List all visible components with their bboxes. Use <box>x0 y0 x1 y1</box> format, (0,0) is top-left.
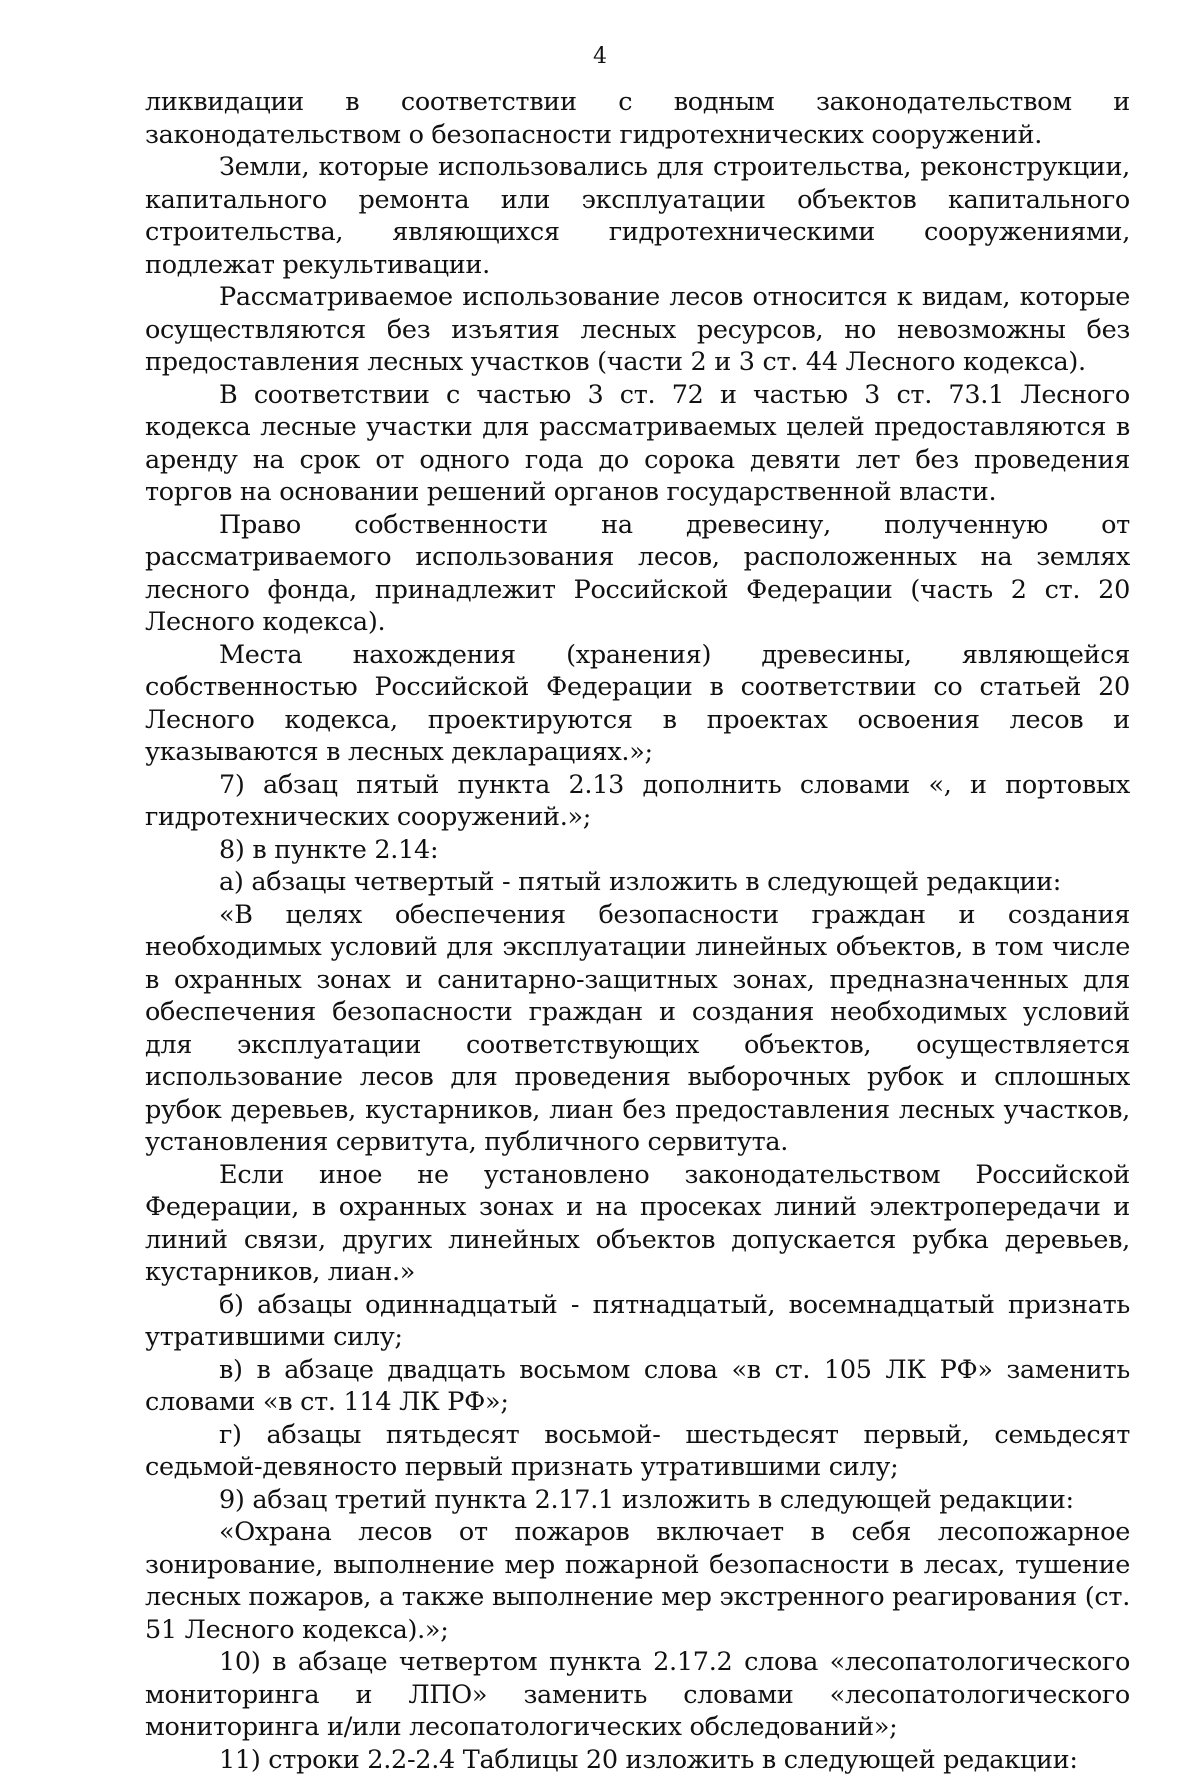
paragraph: Право собственности на древесину, полученную от рассматриваемого использования лесов, расположенных на землях лесного фонда, принадлежит Российской Федерации (часть 2 ст. 20 Лесного кодекса). <box>145 509 1130 639</box>
page-number: 4 <box>0 44 1200 70</box>
paragraph: в) в абзаце двадцать восьмом слова «в ст. 105 ЛК РФ» заменить словами «в ст. 114 ЛК РФ»; <box>145 1354 1130 1419</box>
document-body <box>145 86 1130 1776</box>
paragraph: 9) абзац третий пункта 2.17.1 изложить в следующей редакции: <box>145 1484 1130 1517</box>
paragraph: Если иное не установлено законодательством Российской Федерации, в охранных зонах и на просеках линий электропередачи и линий связи, других линейных объектов допускается рубка деревьев, кустарников, лиан.» <box>145 1159 1130 1289</box>
paragraph: 10) в абзаце четвертом пункта 2.17.2 слова «лесопатологического мониторинга и ЛПО» заменить словами «лесопатологического мониторинга и/или лесопатологических обследований»; <box>145 1646 1130 1744</box>
paragraph: 8) в пункте 2.14: <box>145 834 1130 867</box>
paragraph: В соответствии с частью 3 ст. 72 и частью 3 ст. 73.1 Лесного кодекса лесные участки для рассматриваемых целей предоставляются в аренду на срок от одного года до сорока девяти лет без проведения торгов на основании решений органов государственной власти. <box>145 379 1130 509</box>
paragraph: «В целях обеспечения безопасности граждан и создания необходимых условий для эксплуатации линейных объектов, в том числе в охранных зонах и санитарно-защитных зонах, предназначенных для обеспечения безопасности граждан и создания необходимых условий для эксплуатации соответствующих объектов, осуществляется использование лесов для проведения выборочных рубок и сплошных рубок деревьев, кустарников, лиан без предоставления лесных участков, установления сервитута, публичного сервитута. <box>145 899 1130 1159</box>
paragraph-continuation: ликвидации в соответствии с водным законодательством и законодательством о безопасности гидротехнических сооружений. <box>145 86 1130 151</box>
paragraph: 7) абзац пятый пункта 2.13 дополнить словами «, и портовых гидротехнических сооружений.»; <box>145 769 1130 834</box>
paragraph: а) абзацы четвертый - пятый изложить в следующей редакции: <box>145 866 1130 899</box>
paragraph: 11) строки 2.2-2.4 Таблицы 20 изложить в следующей редакции: <box>145 1744 1130 1776</box>
paragraph: Места нахождения (хранения) древесины, являющейся собственностью Российской Федерации в соответствии со статьей 20 Лесного кодекса, проектируются в проектах освоения лесов и указываются в лесных декларациях.»; <box>145 639 1130 769</box>
paragraph: г) абзацы пятьдесят восьмой- шестьдесят первый, семьдесят седьмой-девяносто первый признать утратившими силу; <box>145 1419 1130 1484</box>
paragraph: Земли, которые использовались для строительства, реконструкции, капитального ремонта или эксплуатации объектов капитального строительства, являющихся гидротехническими сооружениями, подлежат рекультивации. <box>145 151 1130 281</box>
paragraph: «Охрана лесов от пожаров включает в себя лесопожарное зонирование, выполнение мер пожарной безопасности в лесах, тушение лесных пожаров, а также выполнение мер экстренного реагирования (ст. 51 Лесного кодекса).»; <box>145 1516 1130 1646</box>
paragraph: б) абзацы одиннадцатый - пятнадцатый, восемнадцатый признать утратившими силу; <box>145 1289 1130 1354</box>
paragraph: Рассматриваемое использование лесов относится к видам, которые осуществляются без изъятия лесных ресурсов, но невозможны без предоставления лесных участков (части 2 и 3 ст. 44 Лесного кодекса). <box>145 281 1130 379</box>
